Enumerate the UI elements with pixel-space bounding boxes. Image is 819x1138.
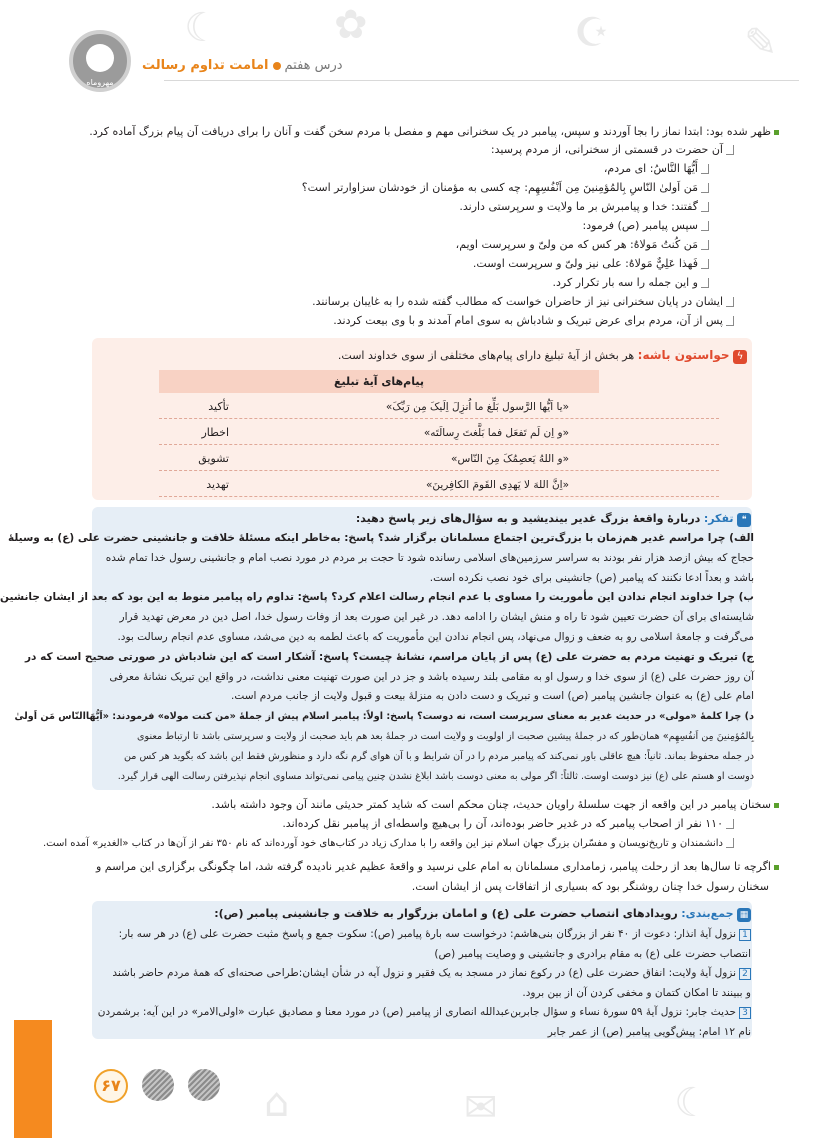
think-line: الف) چرا مراسم غدیر هم‌زمان با بزرگ‌ترین اجتماع مسلمانان برگزار شد؟ پاسخ: به‌خاطر اینکه مسئلهٔ خلافت و جانشینی حضرت علی (ع) به وسیلهٔ <box>8 532 754 544</box>
table-row <box>159 473 719 497</box>
text-line: و این جمله را سه بار تکرار کرد. <box>553 274 709 292</box>
summary-title: رویدادهای انتصاب حضرت علی (ع) و امامان بزرگوار به خلافت و جانشینی پیامبر (ص): <box>214 907 678 920</box>
think-line: د) چرا کلمهٔ «مولی» در حدیث غدیر به معنای سرپرست است، نه دوست؟ پاسخ: اولاً: پیامبر اسلام پیش از جملهٔ «من کنت مولاه» فرمودند: «اَیُّهَاالنّاس مَن اَولیٰ <box>14 711 754 723</box>
think-line: ب) چرا خداوند انجام ندادن این مأموریت را مساوی با عدم انجام رسالت اعلام کرد؟ پاسخ: تداوم راه پیامبر منوط به این بود که بعد از ایشان جانشین <box>0 591 754 604</box>
verse-text: «یا اَیُّها الرَّسول بَلِّغ ما اُنزِلَ اِلَیکَ مِن رَبِّکَ» <box>385 401 569 413</box>
bracket-icon <box>701 183 709 193</box>
publisher-logo <box>69 30 131 92</box>
bracket-icon <box>701 164 709 174</box>
verse-text: «و اللهُ یَعصِمُکَ مِنَ النّاس» <box>451 453 569 465</box>
summary-text: نزول آیهٔ انذار: دعوت از ۴۰ نفر از بزرگان بنی‌هاشم: درخواست سه بارهٔ پیامبر (ص): سکوت جمع و پاسخ مثبت حضرت علی (ع) در هر سه بار: <box>118 928 736 940</box>
summary-label: جمع‌بندی: <box>681 907 734 920</box>
decorative-doodle-icon: ⌂ <box>264 1080 290 1126</box>
think-line: می‌گرفت و جامعهٔ اسلامی رو به ضعف و زوال می‌نهاد، پس انجام ندادن این مأموریت که باعث لطمه به دین می‌شد، مساوی عدم انجام رسالت بود. <box>117 631 754 643</box>
lesson-label: درس هفتم <box>284 58 343 73</box>
logo-text: مهروماه <box>86 78 114 87</box>
verse-text: «و اِن لَم تَفعَل فما بَلَّغتَ رِسالَتَه» <box>423 427 569 439</box>
think-line: ج) تبریک و تهنیت مردم به حضرت علی (ع) پس از پایان مراسم، نشانهٔ چیست؟ پاسخ: آشکار است که این شادباش در صورتی صحیح است که در <box>24 650 754 663</box>
think-intro: دربارهٔ واقعهٔ بزرگ غدیر بیندیشید و به سؤال‌های زیر پاسخ دهید: <box>355 512 701 525</box>
bracket-icon <box>701 278 709 288</box>
text-line: مَن اَولىٰ النّاسِ بِالمُؤمِنينَ مِن اَنْفُسِهِم: چه کسی به مؤمنان از خودشان سزاوارتر است؟ <box>302 179 709 197</box>
number-badge: 3 <box>739 1007 751 1019</box>
think-line: امام علی (ع) به عنوان جانشین پیامبر (ص) است و تبریک و دست دادن به منزلهٔ بیعت و قبول ولایت از جانب مردم است. <box>231 690 754 703</box>
think-heading <box>356 510 751 528</box>
table-row <box>159 395 719 419</box>
chat-bubble-icon: ❝ <box>737 513 751 527</box>
page-edge-bar <box>14 1020 52 1138</box>
summary-text: انتصاب حضرت علی (ع) به مقام برادری و جانشینی و وصایت پیامبر (ص) <box>434 947 751 960</box>
text-line: فَهذا عَلِيٌّ مَولاهُ: علی نیز ولیّ و سرپرست اوست. <box>473 255 709 273</box>
summary-line <box>91 1023 751 1041</box>
header-title <box>142 58 343 73</box>
think-line: بِالمُؤمِنینَ مِن اَنفُسِهِم» همان‌طور که در جملهٔ پیشین صحبت از اولویت و ولایت است در جملهٔ بعد هم باید صحبت از ولایت و سرپرستی باشد تا ارتباط معنوی <box>137 731 754 742</box>
message-type: تشویق <box>198 452 229 465</box>
text-line: سپس پیامبر (ص) فرمود: <box>583 217 709 235</box>
bracket-icon <box>701 221 709 231</box>
text-line: دانشمندان و تاریخ‌نویسان و مفسّران بزرگ جهان اسلام نیز این واقعه را با مدارک زیاد در کتاب‌های خود آورده‌اند که نام ۳۵۰ نفر از آن‌ها در کتاب «الغدیر» آمده است. <box>43 835 734 853</box>
row-divider <box>159 444 719 445</box>
paragraph: اگرچه تا سال‌ها بعد از رحلت پیامبر، زمامداری مسلمانان به امام علی نرسید و واقعهٔ عظیم غدیر نادیده گرفته شد، اما چگونگی برگزاری این مراسم و <box>59 857 779 876</box>
text-line: ایشان در پایان سخنرانی نیز از حاضران خواست که مطالب گفته شده را به غایبان برسانند. <box>312 293 734 311</box>
think-line: شایسته‌ای برای آن حضرت تعیین شود تا راه و منش ایشان را ادامه دهد. در غیر این صورت بعد از وفات رسول خدا، اصل دین در معرض تهدید قرار <box>119 611 754 624</box>
lightning-icon: ϟ <box>733 350 747 364</box>
message-type: اخطار <box>201 426 229 439</box>
number-badge: 1 <box>739 929 751 941</box>
text-line: مَن كُنتُ مَولاهُ: هر کس که من ولیّ و سرپرست اویم، <box>456 236 709 254</box>
bracket-icon <box>726 316 734 326</box>
decorative-doodle-icon: ✉ <box>464 1085 498 1131</box>
decorative-doodle-icon: ☾ <box>674 1080 710 1126</box>
summary-line <box>91 964 751 982</box>
think-label: تفکر: <box>703 512 734 525</box>
dot-icon <box>273 62 281 70</box>
bracket-icon <box>726 838 734 848</box>
page-number: ۶۷ <box>94 1069 128 1103</box>
summary-heading <box>214 905 751 923</box>
paragraph: ظهر شده بود: ابتدا نماز را بجا آوردند و سپس، پیامبر در یک سخنرانی مهم و مفصل با مردم سخن گفت و آنان را برای دریافت آن پیام بزرگ آماده کرد. <box>59 122 779 141</box>
think-line: در جمله محفوظ بماند. ثانیاً: هیچ عاقلی باور نمی‌کند که پیامبر مردم را در آن شرایط و با آن هوای گرم نگه دارد و منظورش فقط این باشد که بگوید هر کس من <box>124 750 754 762</box>
think-line: آن روز حضرت علی (ع) از سوی خدا و رسول او به مقامی بلند رسیده باشد و جز در این صورت تهنیت معنی نداشت، در واقع این تبریک نشانهٔ معرفی <box>109 670 754 683</box>
summary-line <box>91 945 751 963</box>
think-line: دوست او هستم علی (ع) نیز دوست اوست. ثالثاً: اگر مولی به معنی دوست باشد ابلاغ نشدن چنین پیامی نمی‌تواند مساوی انجام نپذیرفتن رسالت الهی قرار گیرد. <box>117 770 754 782</box>
grid-icon: ▦ <box>737 908 751 922</box>
paragraph: سخنان رسول خدا چنان روشنگر بود که بسیاری از اتفاقات پس از ایشان است. <box>411 880 769 893</box>
summary-text: حدیث جابر: نزول آیهٔ ۵۹ سورهٔ نساء و سؤال جابربن‌عبدالله انصاری از پیامبر (ص) در مورد معنا و مصادیق عبارت «اولی‌الامر» در این آیه: برشمردن <box>97 1006 736 1018</box>
text-line: پس از آن، مردم برای عرض تبریک و شادباش به سوی امام آمدند و با وی بیعت کردند. <box>333 312 734 330</box>
bullet-icon <box>774 865 779 870</box>
bracket-icon <box>701 259 709 269</box>
table-header: پیام‌های آیهٔ تبلیغ <box>159 370 599 393</box>
summary-line <box>91 925 751 943</box>
tip-text: هر بخش از آیهٔ تبلیغ دارای پیام‌های مختلفی از سوی خداوند است. <box>337 349 635 362</box>
bracket-icon <box>726 819 734 829</box>
summary-line <box>91 1003 751 1021</box>
message-type: تهدید <box>206 478 229 491</box>
bracket-icon <box>701 240 709 250</box>
think-line: حجاج که بیش ازصد هزار نفر بودند به سراسر سرزمین‌های اسلامی رسانده شود تا حجت بر مردم در مورد نصب امام و جانشینی رسول خدا تمام شده <box>105 551 754 564</box>
bracket-icon <box>726 145 734 155</box>
think-line: باشد و بعداً ادعا نکنند که پیامبر (ص) جانشینی برای خود نصب نکرده است. <box>429 571 754 584</box>
summary-text: نزول آیهٔ ولایت: انفاق حضرت علی (ع) در رکوع نماز در مسجد به یک فقیر و نزول آیه در شأن ایشان:طراحی صحنه‌ای که همهٔ مردم حاضر باشند <box>112 967 736 979</box>
row-divider <box>159 470 719 471</box>
summary-text: نام ۱۲ امام: پیش‌گویی پیامبر (ص) از عمر جابر <box>547 1025 751 1038</box>
text-line: ۱۱۰ نفر از اصحاب پیامبر که در غدیر حاضر بوده‌اند، آن را بی‌هیچ واسطه‌ای از پیامبر نقل کرده‌اند. <box>282 815 734 833</box>
header-rule <box>164 80 799 81</box>
bracket-icon <box>726 297 734 307</box>
paragraph: سخنان پیامبر در این واقعه از جهت سلسلهٔ راویان حدیث، چنان محکم است که شاید کمتر حدیثی مانند آن وجود داشته باشد. <box>59 795 779 814</box>
decorative-doodle-icon: ✎ <box>744 20 778 66</box>
table-row <box>159 447 719 471</box>
number-badge: 2 <box>739 968 751 980</box>
bullet-icon <box>774 130 779 135</box>
tip-label: حواستون باشه: <box>637 348 730 362</box>
bracket-icon <box>701 202 709 212</box>
text-line: أَيُّهَا النَّاسُ: ای مردم، <box>604 160 709 178</box>
message-type: تأکید <box>208 400 229 413</box>
decorative-doodle-icon: ☪ <box>574 10 610 56</box>
table-row <box>159 421 719 445</box>
bullet-icon <box>774 803 779 808</box>
lesson-title: امامت تداوم رسالت <box>142 58 269 73</box>
decorative-circle <box>188 1069 220 1101</box>
text-line: آن حضرت در قسمتی از سخنرانی، از مردم پرسید: <box>491 141 734 159</box>
verse-text: «اِنَّ اللهَ لا یَهدِی القَومَ الکافِرینَ» <box>425 479 569 491</box>
row-divider <box>159 418 719 419</box>
decorative-doodle-icon: ✿ <box>334 2 368 48</box>
summary-text: و ببینند تا امکان کتمان و مخفی کردن آن از بین برود. <box>522 986 751 999</box>
butterfly-icon <box>86 44 114 72</box>
tip-heading <box>338 346 747 365</box>
row-divider <box>159 496 719 497</box>
summary-line <box>91 984 751 1002</box>
decorative-doodle-icon: ☾ <box>184 5 220 51</box>
decorative-circle <box>142 1069 174 1101</box>
text-line: گفتند: خدا و پیامبرش بر ما ولایت و سرپرستی دارند. <box>459 198 709 216</box>
